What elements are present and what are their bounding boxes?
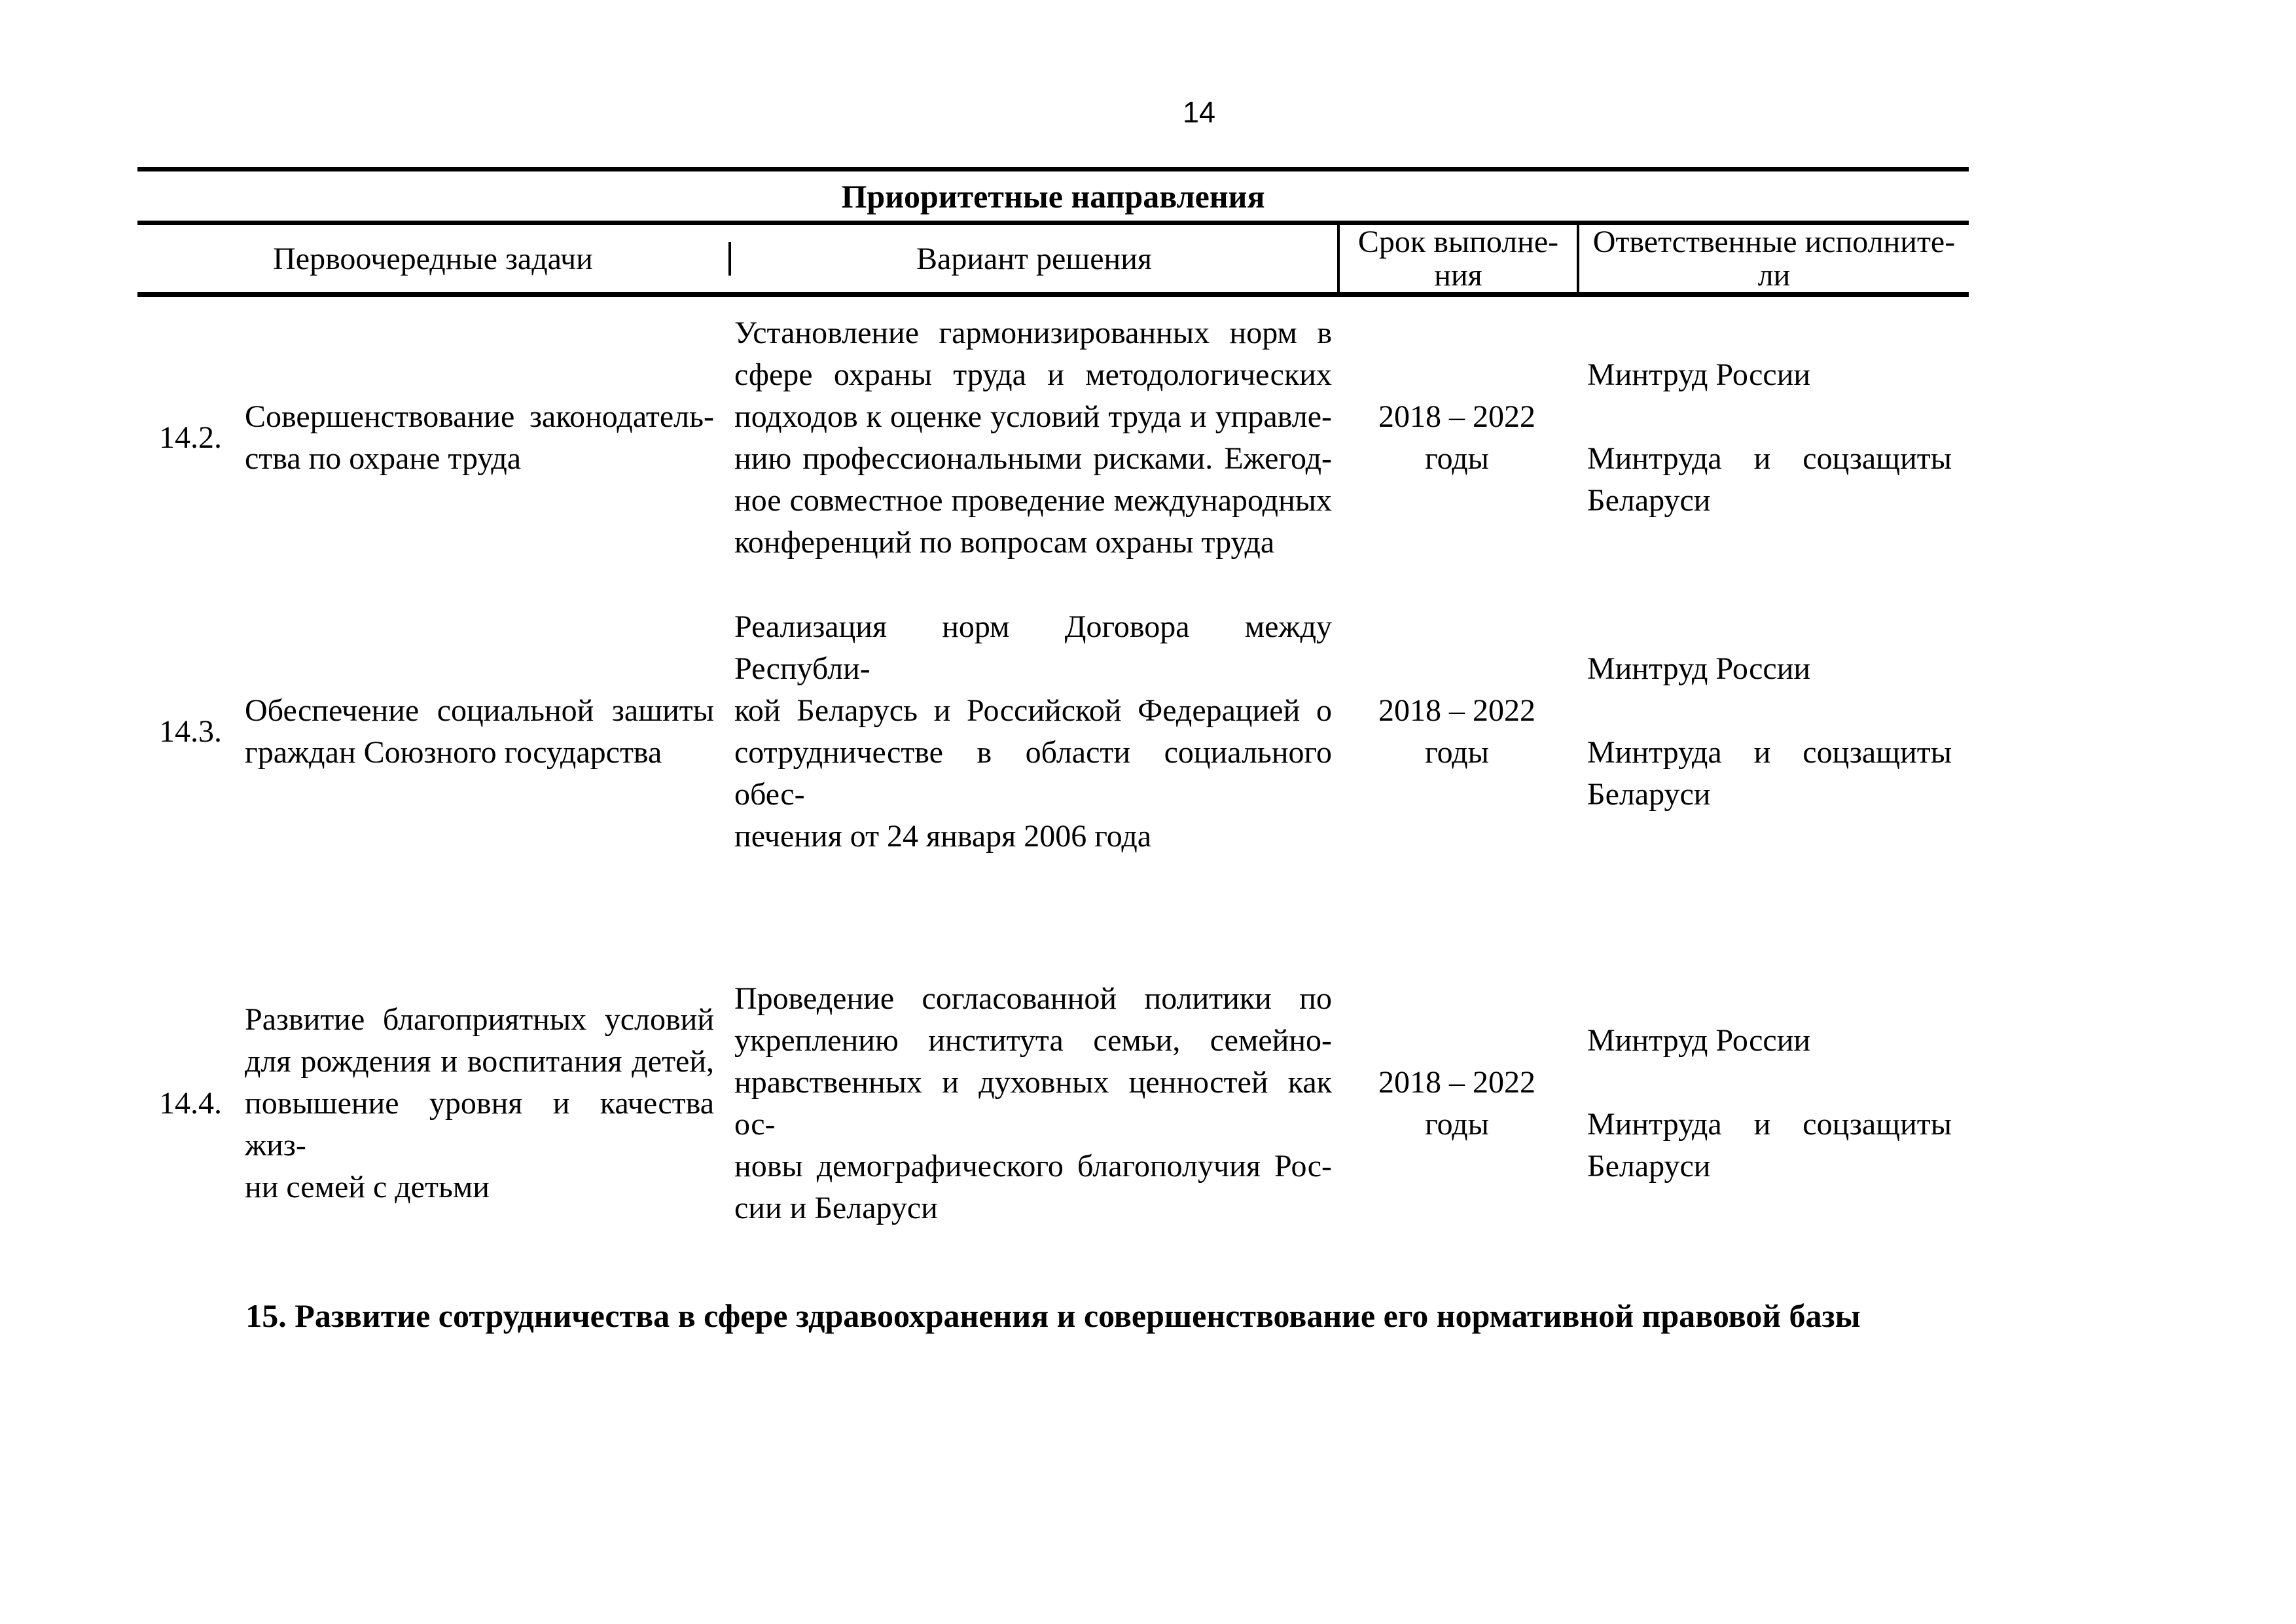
row-number: 14.3. (159, 714, 222, 749)
priorities-table (137, 167, 1969, 1337)
responsible-cell (1577, 648, 1969, 816)
solution-cell: Установление гармонизированных норм в сфере охраны труда и методологических подходов к оценке условий труда и управле- нию профессиональными рисками. Ежегод- ное совместное проведение международных конференций по вопросам охраны труда (734, 316, 1332, 560)
header-responsible: Ответственные исполните- ли (1577, 225, 1969, 292)
responsible-org2: Минтруда и соцзащиты Беларуси (1587, 441, 1952, 518)
blank-line (1587, 1062, 1952, 1104)
blank-line (1587, 396, 1952, 438)
term-cell: 2018 – 2022 годы (1378, 693, 1535, 770)
section-heading: 15. Развитие сотрудничества в сфере здравоохранения и совершенствование его нормативной правовой базы (245, 1297, 1861, 1334)
row-number: 14.2. (159, 420, 222, 455)
responsible-cell (1577, 1020, 1969, 1187)
solution-cell: Реализация норм Договора между Республи- кой Беларусь и Российской Федерацией о сотрудничестве в области социального обес- печения от 24 января 2006 года (734, 609, 1332, 854)
task-cell: Развитие благоприятных условий для рождения и воспитания детей, повышение уровня и качества жиз- ни семей с детьми (245, 1002, 714, 1204)
page-number: 14 (1182, 96, 1216, 129)
row-number: 14.4. (159, 1086, 222, 1121)
responsible-org2: Минтруда и соцзащиты Беларуси (1587, 1107, 1952, 1183)
header-solution: Вариант решения (728, 242, 1337, 276)
table-row (137, 978, 1969, 1229)
responsible-org1: Минтруд России (1587, 357, 1811, 392)
table-title: Приоритетные направления (137, 171, 1969, 225)
header-tasks: Первоочередные задачи (273, 241, 593, 276)
term-cell: 2018 – 2022 годы (1378, 1065, 1535, 1142)
table-body (137, 297, 1969, 1229)
solution-cell: Проведение согласованной политики по укреплению института семьи, семейно- нравственных и духовных ценностей как ос- новы демографического благополучия Рос- сии и Беларуси (734, 981, 1332, 1225)
header-term: Срок выполне- ния (1337, 225, 1577, 292)
responsible-org2: Минтруда и соцзащиты Беларуси (1587, 735, 1952, 812)
blank-line (1587, 690, 1952, 732)
task-cell: Обеспечение социальной зашиты граждан Союзного государства (245, 693, 714, 770)
task-cell: Совершенствование законодатель- ства по охране труда (245, 399, 714, 476)
responsible-cell (1577, 354, 1969, 522)
table-row (137, 312, 1969, 564)
table-header-row (137, 225, 1969, 297)
responsible-org1: Минтруд России (1587, 1023, 1811, 1058)
table-row (137, 606, 1969, 857)
term-cell: 2018 – 2022 годы (1378, 399, 1535, 476)
responsible-org1: Минтруд России (1587, 651, 1811, 686)
